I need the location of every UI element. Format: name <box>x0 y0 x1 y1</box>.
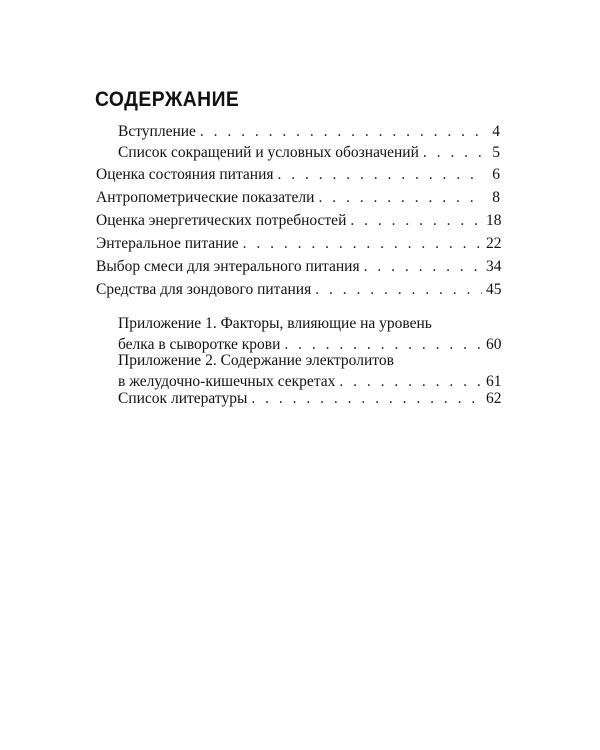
toc-entry-formula-choice[interactable] <box>96 256 500 277</box>
toc-entry-page-number: 22 <box>486 235 502 252</box>
toc-entry-nutritional-status[interactable] <box>96 164 500 185</box>
toc-entry-introduction[interactable] <box>118 121 500 142</box>
toc-entry-references[interactable] <box>118 388 500 409</box>
toc-entry-label: Список сокращений и условных обозначений <box>118 144 419 161</box>
toc-entry-appendix-2[interactable] <box>118 350 500 392</box>
toc-entry-label: Энтеральное питание <box>96 235 239 252</box>
toc-entry-page-number: 34 <box>486 258 502 275</box>
dot-leader <box>423 142 482 163</box>
toc-entry-label: Выбор смеси для энтерального питания <box>96 258 360 275</box>
dot-leader <box>251 388 482 409</box>
toc-entry-enteral-nutrition[interactable] <box>96 233 500 254</box>
toc-entry-appendix-1[interactable] <box>118 313 500 355</box>
toc-entry-label-line: Приложение 2. Содержание электролитов <box>118 352 394 369</box>
toc-entry-label: Антропометрические показатели <box>96 189 315 206</box>
toc-entry-energy-needs[interactable] <box>96 210 500 231</box>
dot-leader <box>243 233 482 254</box>
toc-entry-anthropometric[interactable] <box>96 187 500 208</box>
dot-leader <box>364 256 482 277</box>
toc-entry-page-number: 60 <box>486 336 502 353</box>
toc-entry-label-line: Приложение 1. Факторы, влияющие на уровень <box>118 315 432 332</box>
toc-entry-page-number: 62 <box>486 390 502 407</box>
toc-entry-label: белка в сыворотке крови <box>118 336 281 353</box>
toc-entry-page-number: 18 <box>486 212 502 229</box>
toc-entry-abbreviations[interactable] <box>118 142 500 163</box>
toc-entry-label: Оценка состояния питания <box>96 166 274 183</box>
toc-entry-label: в желудочно-кишечных секретах <box>118 373 336 390</box>
toc-entry-label: Средства для зондового питания <box>96 281 312 298</box>
dot-leader <box>315 279 482 300</box>
toc-entry-label: Оценка энергетических потребностей <box>96 212 347 229</box>
toc-entry-page-number: 6 <box>492 166 500 183</box>
toc-entry-page-number: 8 <box>492 189 500 206</box>
page-title: СОДЕРЖАНИЕ <box>95 88 240 111</box>
dot-leader <box>318 187 482 208</box>
toc-entry-page-number: 5 <box>492 144 500 161</box>
toc-entry-page-number: 45 <box>486 281 502 298</box>
dot-leader <box>278 164 482 185</box>
dot-leader <box>350 210 482 231</box>
toc-entry-page-number: 61 <box>486 373 502 390</box>
toc-entry-tube-feeding[interactable] <box>96 279 500 300</box>
dot-leader <box>200 121 482 142</box>
toc-entry-label: Список литературы <box>118 390 248 407</box>
toc-entry-page-number: 4 <box>492 123 500 140</box>
toc-entry-label: Вступление <box>118 123 196 140</box>
